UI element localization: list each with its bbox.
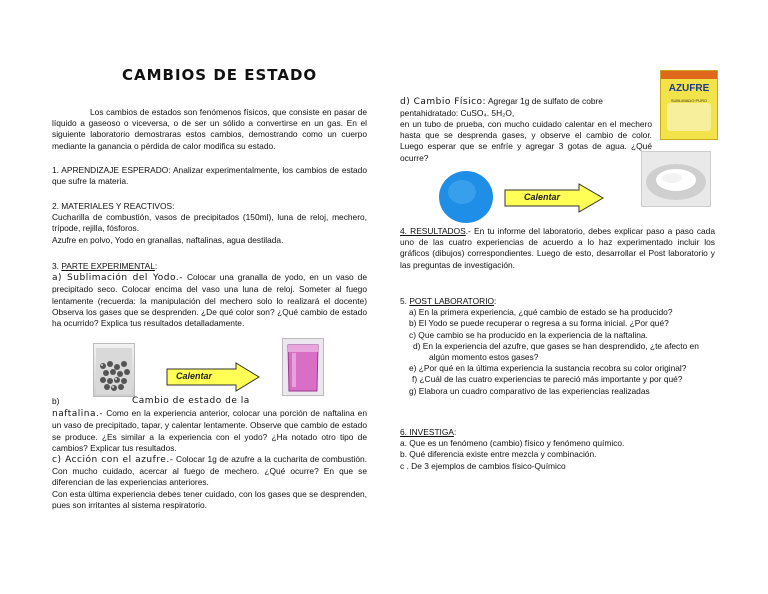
heat-arrow-right-label: Calentar <box>524 192 561 202</box>
intro-paragraph: Los cambios de estados son fenómenos físicos, que consiste en pasar de líquido a gaseoso o viceversa, o de ser un sólido a convertirse en un gas. En el siguiente laboratorio demostraras estos cambios, demostrando como un cuerpo mediante la ganancia o pérdida de calor modifica su estado. <box>52 107 367 151</box>
naphthalene-beaker-image <box>282 338 324 396</box>
section-3-heading: PARTE EXPERIMENTAL <box>61 261 155 271</box>
package-brand: AZUFRE <box>668 83 710 94</box>
experiment-c-text: Colocar 1g de azufre a la cucharita de combustión. Con mucho cuidado, acercar al fuego de mechero. ¿Qué ocurre? En que se diferencian de las experiencias anteriores. <box>52 454 368 488</box>
section-5-heading-num: 5. <box>400 296 407 306</box>
experiment-b-title-cont: naftalina.- <box>52 409 104 420</box>
reagents-line: Azufre en polvo, Yodo en granallas, naftalinas, agua destilada. <box>52 234 284 245</box>
list-item: a. Que es un fenómeno (cambio) físico y fenómeno químico. <box>400 438 625 449</box>
experiment-c-label: c) Acción con el azufre.- <box>52 455 174 466</box>
section-1-text: Analizar experimentalmente, los cambios de estado que sufre la materia. <box>52 165 367 187</box>
section-6: 6. INVESTIGA: a. Que es un fenómeno (cambio) físico y fenómeno químico. b. Qué diferencia existe entre mezcla y combinación. c . De 3 ejemplos de cambios físico-Químico <box>400 427 720 472</box>
section-2 <box>52 201 367 246</box>
list-item: b) El Yodo se puede recuperar o regresa a su forma inicial. ¿Por qué? <box>409 318 669 329</box>
section-4 <box>400 226 715 271</box>
copper-sulfate-image <box>438 170 494 224</box>
section-5: 5. POST LABORATORIO: a) En la primera experiencia, ¿qué cambio de estado se ha producido? b) El Yodo se puede recuperar o regresa a su forma inicial. ¿Por qué? c) Que cambio se ha producido en la experiencia de la naftalina. d) En la experiencia del azufre, que gases se han desprendido, ¿te afecto en algún momento estos gases? e) ¿Por qué en la última experiencia la sustancia recobra su color original? f) ¿Cuál de las cuatro experiencias te pareció más importante y por qué? g) Elabora un cuadro comparativo de las experiencias realizadas <box>400 296 720 397</box>
list-item: b. Qué diferencia existe entre mezcla y combinación. <box>400 449 597 460</box>
section-5-heading: POST LABORATORIO <box>409 296 495 306</box>
package-sub: SUBLIMADO PURO <box>670 98 708 103</box>
sulfur-package-image <box>660 70 718 140</box>
experiment-d-text1: Agregar 1g de sulfato de cobre <box>487 96 603 106</box>
experiment-b-text: Como en la experiencia anterior, colocar una porción de naftalina en un vaso de precipitado, tapar, y calentar lentamente. Observe que cambio de estado se produce. ¿Es similar a la experiencia con el yodo? ¿Ha notado otro tipo de cambios? Explicar tus resultados. <box>52 408 368 453</box>
experiment-b <box>52 396 367 511</box>
section-6-heading: 6. INVESTIGA <box>400 427 454 437</box>
heat-arrow-right <box>504 183 604 213</box>
list-item: d) En la experiencia del azufre, que gases se han desprendido, ¿te afecto en <box>413 340 699 351</box>
experiment-b-title: Cambio de estado de la <box>132 396 250 406</box>
experiment-d-text3: en un tubo de prueba, con mucho cuidado calentar en el mechero hasta que se desprenda gases, y observe el cambio de color. Luego esperar que se enfríe y agregar 3 gotas de agua. ¿Qué ocurre? <box>400 119 652 163</box>
section-4-text: .- En tu informe del laboratorio, debes explicar paso a paso cada uno de las cuatro experiencias de acuerdo a lo haz experimentado incluir los gráficos (dibujos) correspondientes. Luego de esto, desarrollar el Post laboratorio y las preguntas de investigación. <box>400 226 716 270</box>
heat-arrow-left-label: Calentar <box>176 371 213 381</box>
list-item: c) Que cambio se ha producido en la experiencia de la naftalina. <box>409 329 648 340</box>
list-item: g) Elabora un cuadro comparativo de las experiencias realizadas <box>409 385 650 396</box>
white-powder-icon <box>642 152 710 206</box>
page-title: CAMBIOS DE ESTADO <box>122 66 318 84</box>
list-item: e) ¿Por qué en la última experiencia la sustancia recobra su color original? <box>409 363 687 374</box>
iodine-granules-icon <box>94 344 134 396</box>
experiment-d <box>400 96 652 119</box>
post-lab-questions <box>400 307 720 397</box>
beaker-icon <box>283 339 323 395</box>
experiment-d-label: d) Cambio Físico: <box>400 97 487 107</box>
section-2-heading: 2. MATERIALES Y REACTIVOS: <box>52 201 175 211</box>
materials-line: Cucharilla de combustión, vasos de precipitados (150ml), luna de reloj, mechero, trípode, rejilla, fósforos. <box>52 212 367 234</box>
list-item: c . De 3 ejemplos de cambios físico-Químico <box>400 460 566 471</box>
white-powder-image <box>641 151 711 207</box>
experiment-a-text: Colocar una granalla de yodo, en un vaso de precipitado seco. Colocar encima del vaso una luna de reloj. Someter al fuego lentamente (recuerda: la manipulación del mechero solo lo realizará el docente) Observa los gases que se desprenden. ¿De qué color son? ¿Qué cambio de estado ha ocurrido? Explica tus resultados detalladamente. <box>52 272 367 329</box>
list-item: algún momento estos gases? <box>429 352 539 363</box>
list-item: a) En la primera experiencia, ¿qué cambio de estado se ha producido? <box>409 307 673 318</box>
package-top-band <box>661 71 717 79</box>
package-window <box>667 103 711 131</box>
section-3: 3. PARTE EXPERIMENTAL: a) Sublimación del Yodo.- Colocar una granalla de yodo, en un vaso de precipitado seco. Colocar encima del vaso una luna de reloj. Someter al fuego lentamente (recuerda: la manipulación del mechero solo lo realizará el docente) Observa los gases que se desprenden. ¿De qué color son? ¿Qué cambio de estado ha ocurrido? Explica tus resultados detalladamente. <box>52 261 367 329</box>
experiment-c-warning: Con esta última experiencia debes tener cuidado, con los gases que se desprenden, pues son irritantes al sistema respiratorio. <box>52 488 367 510</box>
section-3-heading-num: 3. <box>52 261 59 271</box>
section-1 <box>52 165 367 187</box>
iodine-beaker-image <box>93 343 135 397</box>
blue-powder-icon <box>438 170 494 224</box>
research-questions <box>400 438 720 472</box>
heat-arrow-left <box>166 362 260 392</box>
section-4-heading: 4. RESULTADOS <box>400 226 466 236</box>
list-item: f) ¿Cuál de las cuatro experiencias te pareció más importante y por qué? <box>412 374 683 385</box>
experiment-a-label: a) Sublimación del Yodo.- <box>52 273 183 284</box>
section-1-heading: 1. APRENDIZAJE ESPERADO: <box>52 165 171 175</box>
experiment-d-text2: pentahidratado: CuSO₄. 5H₂O, <box>400 108 515 119</box>
experiment-b-label: b) <box>52 396 60 406</box>
